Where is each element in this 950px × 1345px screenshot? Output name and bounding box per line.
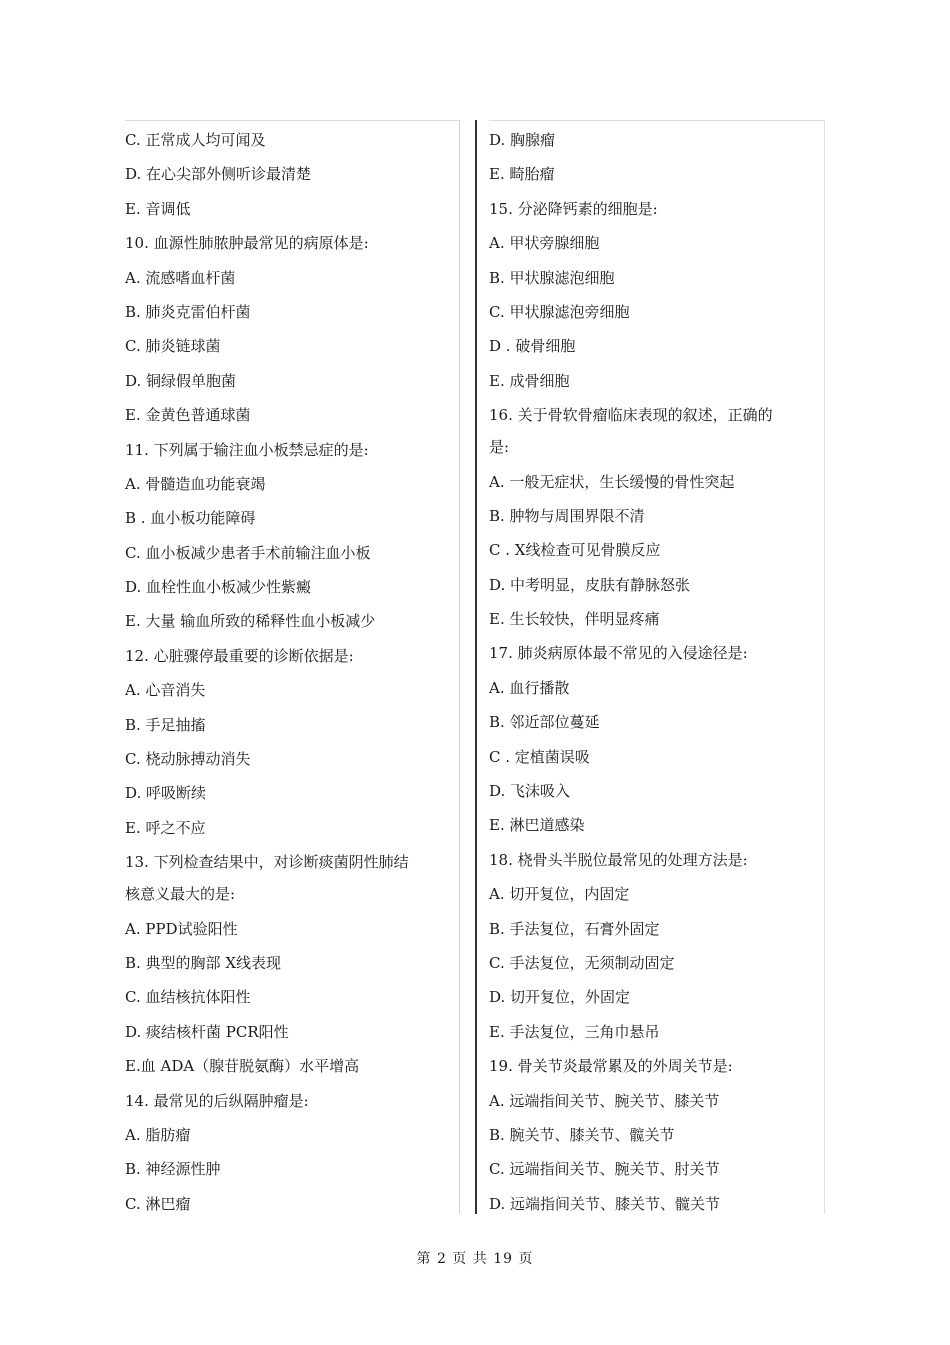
text-line: E. 呼之不应 <box>125 818 206 837</box>
text-line: D. 胸腺瘤 <box>489 131 556 149</box>
text-line: C . X线检查可见骨膜反应 <box>489 541 661 560</box>
text-line: D. 飞沫吸入 <box>489 782 571 801</box>
text-line: 是: <box>489 438 510 457</box>
text-line: D. 痰结核杆菌 PCR阳性 <box>125 1022 289 1041</box>
text-line: E. 畸胎瘤 <box>489 165 555 184</box>
text-line: C. 远端指间关节、腕关节、肘关节 <box>489 1160 720 1179</box>
text-line: B. 肺炎克雷伯杆菌 <box>125 302 251 321</box>
text-line: E. 淋巴道感染 <box>489 816 585 835</box>
text-line: D. 在心尖部外侧听诊最清楚 <box>125 165 312 184</box>
text-line: E. 成骨细胞 <box>489 371 570 390</box>
text-line: 10. 血源性肺脓肿最常见的病原体是: <box>125 234 369 253</box>
text-line: 17. 肺炎病原体最不常见的入侵途径是: <box>489 644 748 663</box>
text-line: B. 腕关节、膝关节、髋关节 <box>489 1125 675 1144</box>
text-line: B. 甲状腺滤泡细胞 <box>489 268 615 287</box>
text-line: A. 甲状旁腺细胞 <box>489 234 600 253</box>
page-footer: 第 2 页 共 19 页 <box>416 1251 534 1267</box>
text-line: C. 桡动脉搏动消失 <box>125 750 251 769</box>
text-line: A. 一般无症状，生长缓慢的骨性突起 <box>489 472 735 491</box>
text-line: 核意义最大的是: <box>125 885 236 904</box>
text-line: C. 血结核抗体阳性 <box>125 988 251 1007</box>
text-line: C. 淋巴瘤 <box>125 1194 191 1213</box>
text-line: A. 血行播散 <box>489 678 570 697</box>
right-column <box>489 120 824 1215</box>
text-line: E. 生长较快，伴明显疼痛 <box>489 610 660 629</box>
right-question-list <box>489 130 824 1214</box>
text-line: E. 大量 输血所致的稀释性血小板减少 <box>125 612 376 631</box>
text-line: B . 血小板功能障碍 <box>125 509 256 528</box>
text-line: B. 手足抽搐 <box>125 715 206 734</box>
text-line: A. PPD试验阳性 <box>125 919 238 938</box>
text-line: D. 远端指间关节、膝关节、髋关节 <box>489 1194 721 1213</box>
text-line: 12. 心脏骤停最重要的诊断依据是: <box>125 646 354 665</box>
text-line: B. 手法复位，石膏外固定 <box>489 919 660 938</box>
text-line: C. 甲状腺滤泡旁细胞 <box>489 302 630 321</box>
text-line: 18. 桡骨头半脱位最常见的处理方法是: <box>489 850 748 869</box>
text-line: 19. 骨关节炎最常累及的外周关节是: <box>489 1057 733 1076</box>
text-line: B. 神经源性肿 <box>125 1160 221 1179</box>
right-border-rule <box>824 120 825 1214</box>
text-line: D . 破骨细胞 <box>489 337 576 356</box>
text-line: 14. 最常见的后纵隔肿瘤是: <box>125 1091 309 1110</box>
text-line: E. 音调低 <box>125 199 191 218</box>
column-divider-thin <box>459 120 460 1214</box>
text-line: D. 铜绿假单胞菌 <box>125 371 237 390</box>
text-line: E. 金黄色普通球菌 <box>125 406 251 425</box>
text-line: 15. 分泌降钙素的细胞是: <box>489 199 658 218</box>
column-divider-dark <box>475 120 477 1214</box>
text-line: C. 血小板减少患者手术前输注血小板 <box>125 543 371 562</box>
text-line: C. 正常成人均可闻及 <box>125 131 266 149</box>
left-question-list <box>125 130 459 1214</box>
text-line: A. 骨髓造血功能衰竭 <box>125 474 266 493</box>
left-column <box>125 120 459 1215</box>
text-line: 11. 下列属于输注血小板禁忌症的是: <box>125 440 369 459</box>
text-line: E. 手法复位，三角巾悬吊 <box>489 1022 660 1041</box>
text-line: D. 中考明显，皮肤有静脉怒张 <box>489 575 691 594</box>
text-line: C. 手法复位，无须制动固定 <box>489 953 675 972</box>
text-line: A. 流感嗜血杆菌 <box>125 268 236 287</box>
text-line: E.血 ADA（腺苷脱氨酶）水平增高 <box>125 1057 360 1076</box>
text-line: 13. 下列检查结果中，对诊断痰菌阴性肺结 <box>125 853 409 872</box>
text-line: A. 心音消失 <box>125 681 206 700</box>
text-line: A. 切开复位，内固定 <box>489 885 630 904</box>
text-line: B. 肿物与周围界限不清 <box>489 506 645 525</box>
text-line: C. 肺炎链球菌 <box>125 337 221 356</box>
text-line: C . 定植菌误吸 <box>489 747 590 766</box>
text-line: B. 邻近部位蔓延 <box>489 713 600 732</box>
text-line: D. 呼吸断续 <box>125 784 207 803</box>
text-line: D. 血栓性血小板减少性紫癜 <box>125 578 312 597</box>
text-line: A. 远端指间关节、腕关节、膝关节 <box>489 1091 720 1110</box>
text-line: 16. 关于骨软骨瘤临床表现的叙述，正确的 <box>489 406 773 425</box>
text-line: D. 切开复位，外固定 <box>489 988 631 1007</box>
text-line: B. 典型的胸部 X线表现 <box>125 953 282 972</box>
text-line: A. 脂肪瘤 <box>125 1125 191 1144</box>
